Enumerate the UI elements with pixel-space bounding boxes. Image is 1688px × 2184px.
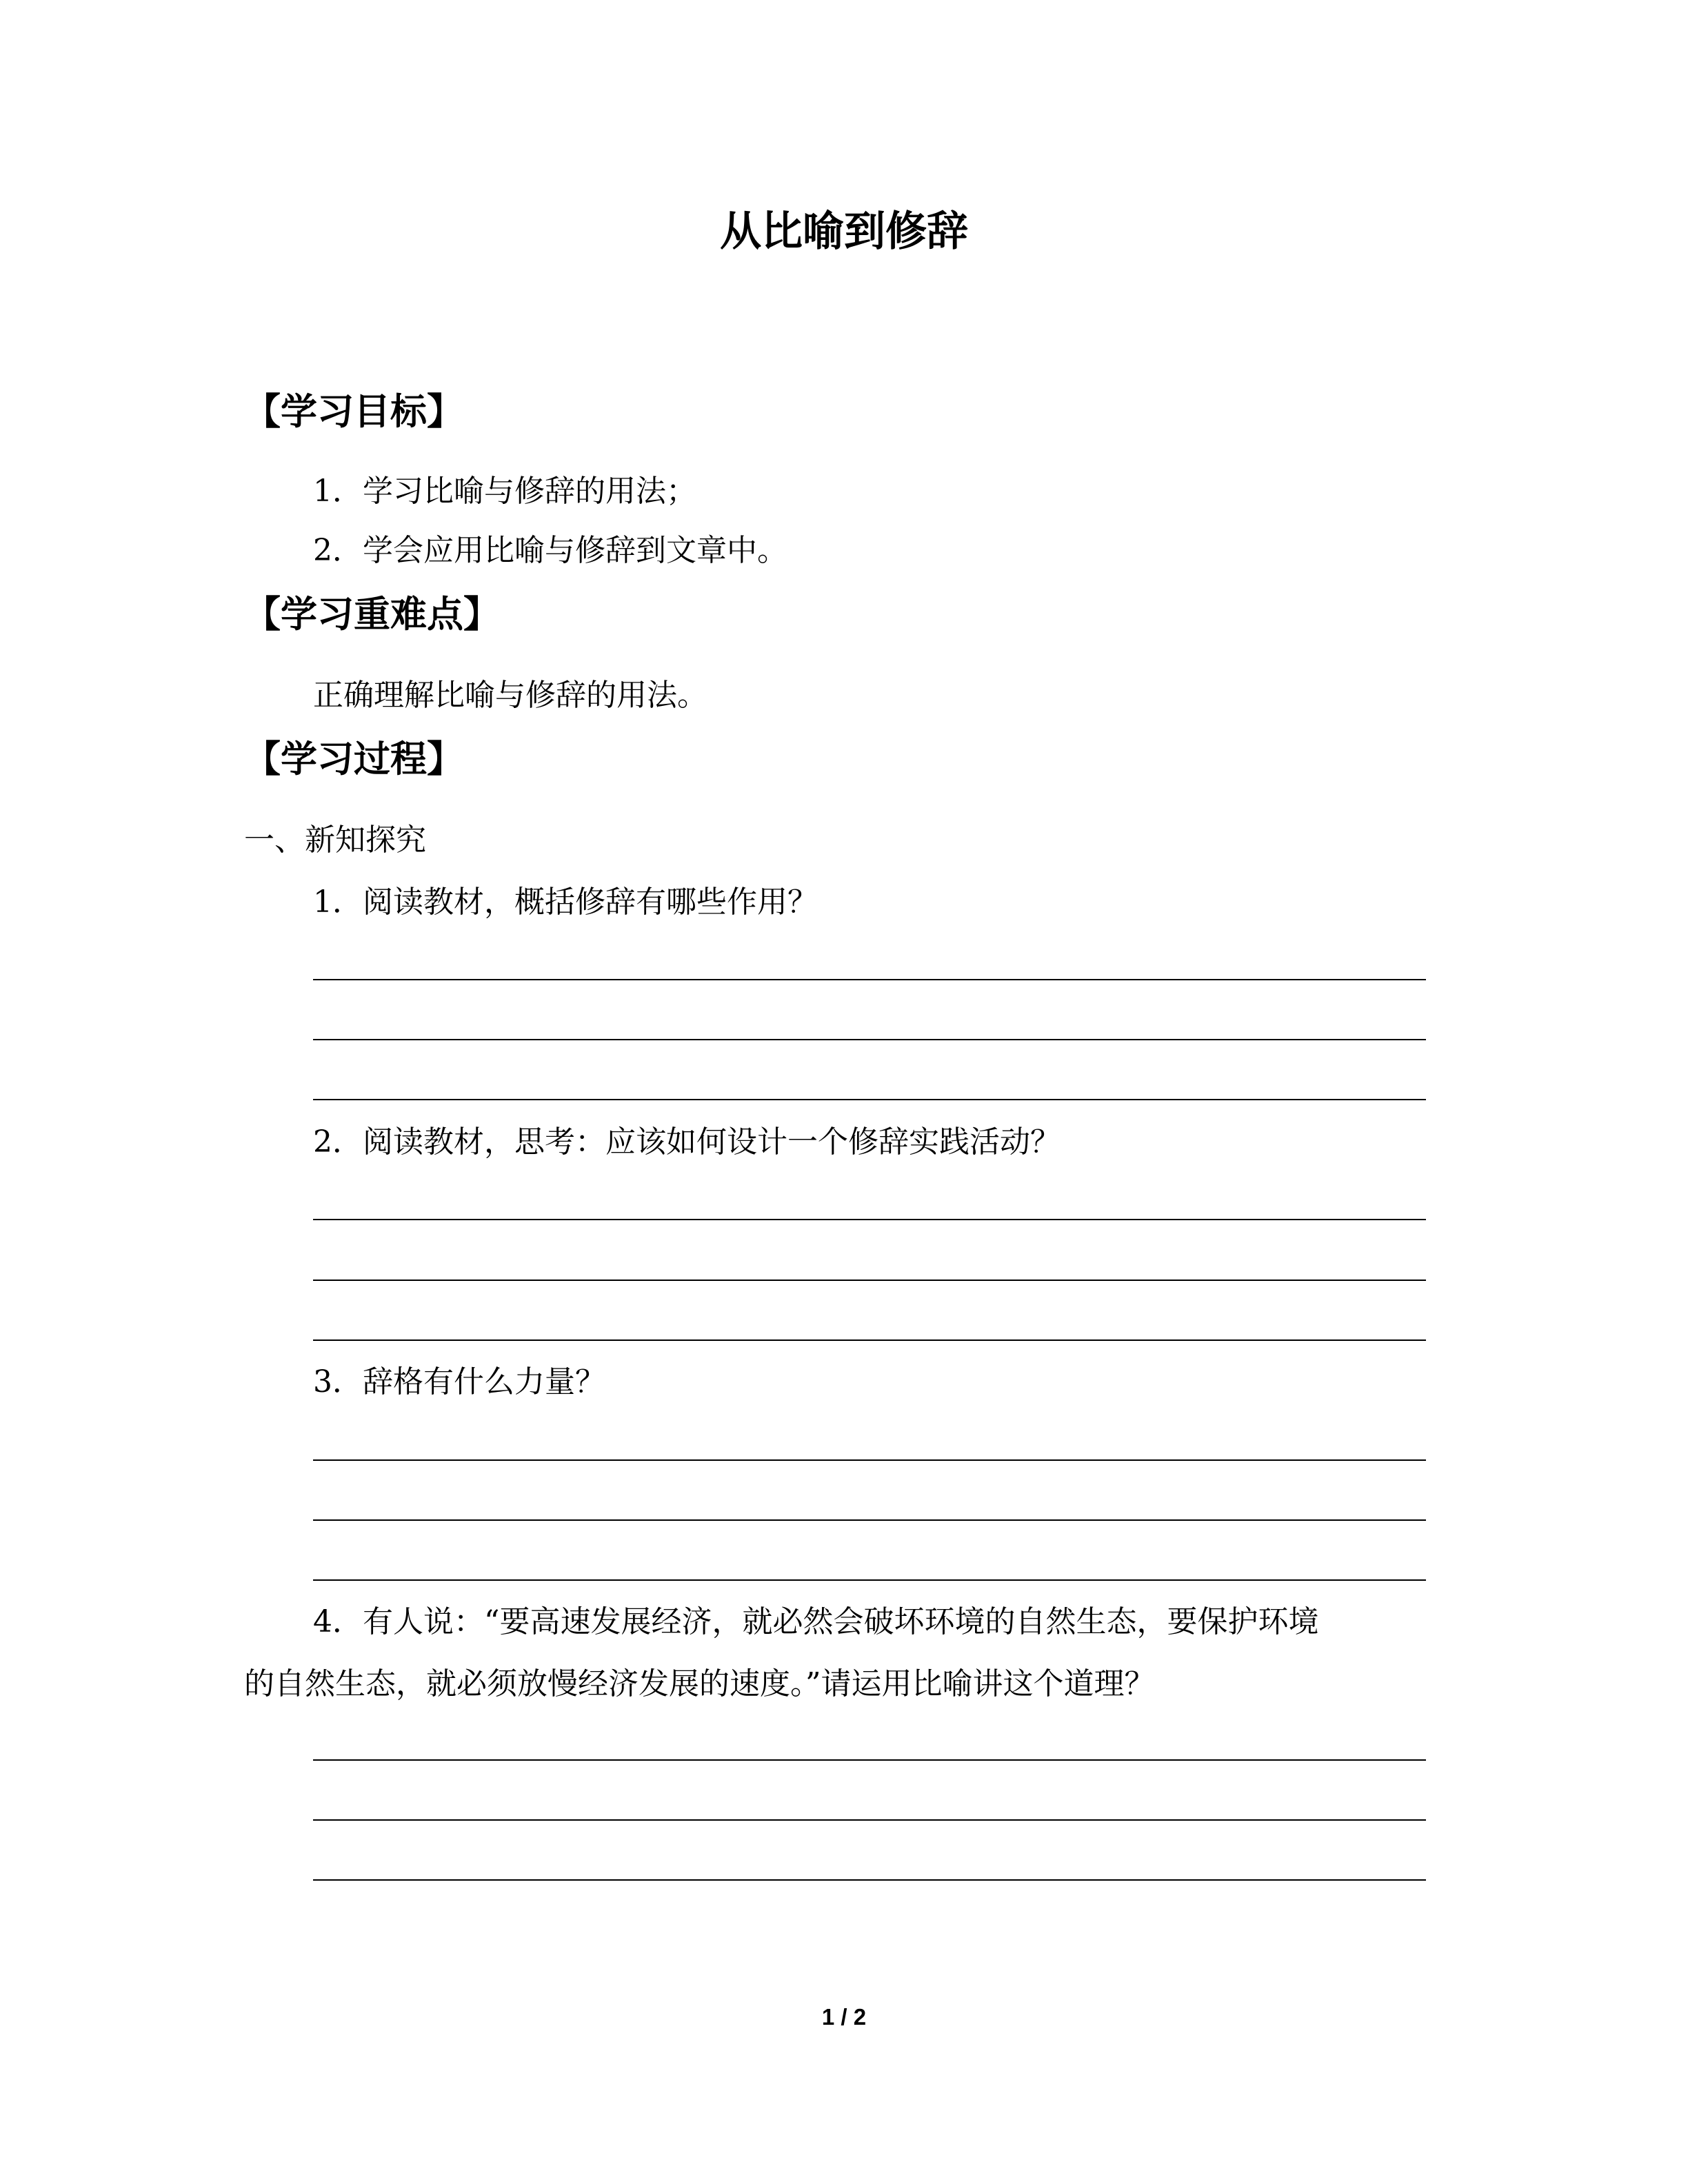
answer-line xyxy=(313,1280,1426,1281)
answer-line xyxy=(313,1219,1426,1220)
answer-line xyxy=(313,1339,1426,1341)
document-title: 从比喻到修辞 xyxy=(720,208,968,256)
answer-line xyxy=(313,1459,1426,1461)
answer-line xyxy=(313,979,1426,980)
answer-line xyxy=(313,1879,1426,1881)
question-4-line-1: 4．有人说：“要高速发展经济，就必然会破坏环境的自然生态，要保护环境 xyxy=(313,1604,1319,1639)
answer-line xyxy=(313,1579,1426,1581)
question-2: 2．阅读教材，思考：应该如何设计一个修辞实践活动？ xyxy=(313,1124,1061,1160)
objective-item-1: 1．学习比喻与修辞的用法； xyxy=(313,474,696,509)
part-one-label: 一、新知探究 xyxy=(244,822,426,858)
question-3: 3．辞格有什么力量？ xyxy=(313,1364,605,1399)
key-points-text: 正确理解比喻与修辞的用法。 xyxy=(313,678,707,713)
objective-item-2: 2．学会应用比喻与修辞到文章中。 xyxy=(313,533,787,568)
process-heading: 【学习过程】 xyxy=(244,738,463,780)
answer-line xyxy=(313,1759,1426,1761)
answer-line xyxy=(313,1099,1426,1100)
answer-line xyxy=(313,1819,1426,1821)
answer-line xyxy=(313,1519,1426,1521)
objectives-heading: 【学习目标】 xyxy=(244,391,463,433)
page-number: 1 / 2 xyxy=(821,2004,867,2030)
answer-line xyxy=(313,1039,1426,1040)
question-1: 1．阅读教材，概括修辞有哪些作用？ xyxy=(313,884,818,920)
key-points-heading: 【学习重难点】 xyxy=(244,594,500,636)
question-4-line-2: 的自然生态，就必须放慢经济发展的速度。”请运用比喻讲这个道理？ xyxy=(244,1666,1155,1701)
